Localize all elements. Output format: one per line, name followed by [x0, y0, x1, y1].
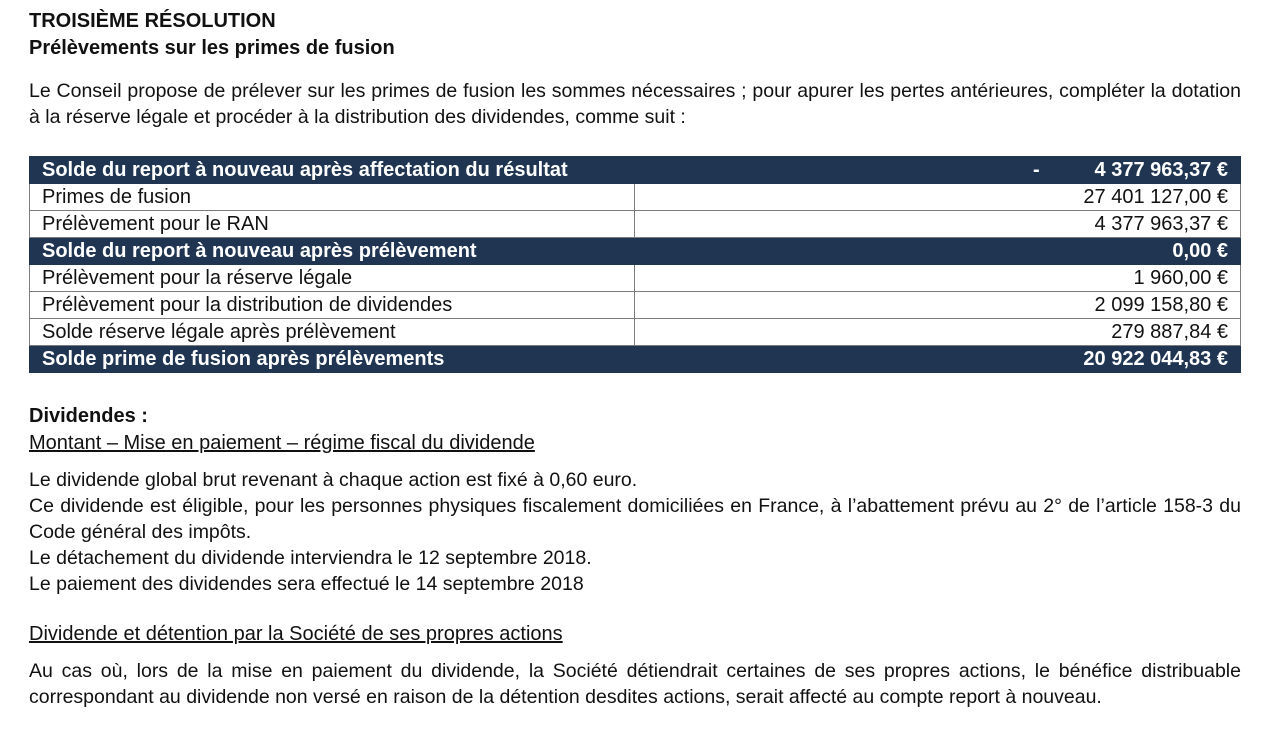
resolution-title: TROISIÈME RÉSOLUTION — [29, 10, 276, 32]
row-value: 4 377 963,37 € — [635, 211, 1241, 238]
row-label: Solde réserve légale après prélèvement — [30, 319, 635, 346]
row-value: 279 887,84 € — [635, 319, 1241, 346]
detention-subheading: Dividende et détention par la Société de ses propres actions — [29, 623, 563, 645]
table-row — [30, 238, 1241, 265]
dividendes-subheading: Montant – Mise en paiement – régime fiscal du dividende — [29, 432, 535, 454]
dividend-details — [29, 467, 1241, 597]
row-label: Primes de fusion — [30, 184, 635, 211]
table-row — [30, 292, 1241, 319]
row-label: Solde prime de fusion après prélèvements — [30, 346, 635, 373]
table-row — [30, 157, 1241, 184]
dividendes-heading: Dividendes : — [29, 405, 148, 427]
row-value: 0,00 € — [635, 238, 1241, 265]
table-row — [30, 265, 1241, 292]
dividend-line: Le détachement du dividende interviendra le 12 septembre 2018. — [29, 547, 592, 569]
dividend-line: Le dividende global brut revenant à chaque action est fixé à 0,60 euro. — [29, 469, 638, 491]
row-label: Solde du report à nouveau après prélèvement — [30, 238, 635, 265]
row-value: 2 099 158,80 € — [635, 292, 1241, 319]
row-value: 4 377 963,37 € — [1094, 159, 1228, 181]
intro-paragraph: Le Conseil propose de prélever sur les primes de fusion les sommes nécessaires ; pour apurer les pertes antérieures, compléter la dotation à la réserve légale et procéder à la distribution des dividendes, comme suit : — [29, 80, 1241, 128]
table-row — [30, 319, 1241, 346]
row-value: 1 960,00 € — [635, 265, 1241, 292]
row-value: 27 401 127,00 € — [635, 184, 1241, 211]
detention-paragraph: Au cas où, lors de la mise en paiement du dividende, la Société détiendrait certaines de ses propres actions, le bénéfice distribuable correspondant au dividende non versé en raison de la détention desdites actions, serait affecté au compte report à nouveau. — [29, 660, 1241, 708]
table-row — [30, 346, 1241, 373]
table-row — [30, 211, 1241, 238]
row-label: Solde du report à nouveau après affectation du résultat — [30, 157, 635, 184]
row-label: Prélèvement pour la distribution de dividendes — [30, 292, 635, 319]
dividend-line: Ce dividende est éligible, pour les personnes physiques fiscalement domiciliées en France, à l’abattement prévu au 2° de l’article 158-3 du Code général des impôts. — [29, 495, 1241, 543]
document-page — [29, 8, 1241, 710]
dividend-line: Le paiement des dividendes sera effectué le 14 septembre 2018 — [29, 573, 584, 595]
resolution-subtitle: Prélèvements sur les primes de fusion — [29, 37, 395, 59]
negative-sign: - — [1033, 159, 1040, 181]
allocation-table — [29, 156, 1241, 373]
row-label: Prélèvement pour la réserve légale — [30, 265, 635, 292]
row-value-cell — [635, 157, 1241, 184]
table-row — [30, 184, 1241, 211]
row-label: Prélèvement pour le RAN — [30, 211, 635, 238]
row-value: 20 922 044,83 € — [635, 346, 1241, 373]
